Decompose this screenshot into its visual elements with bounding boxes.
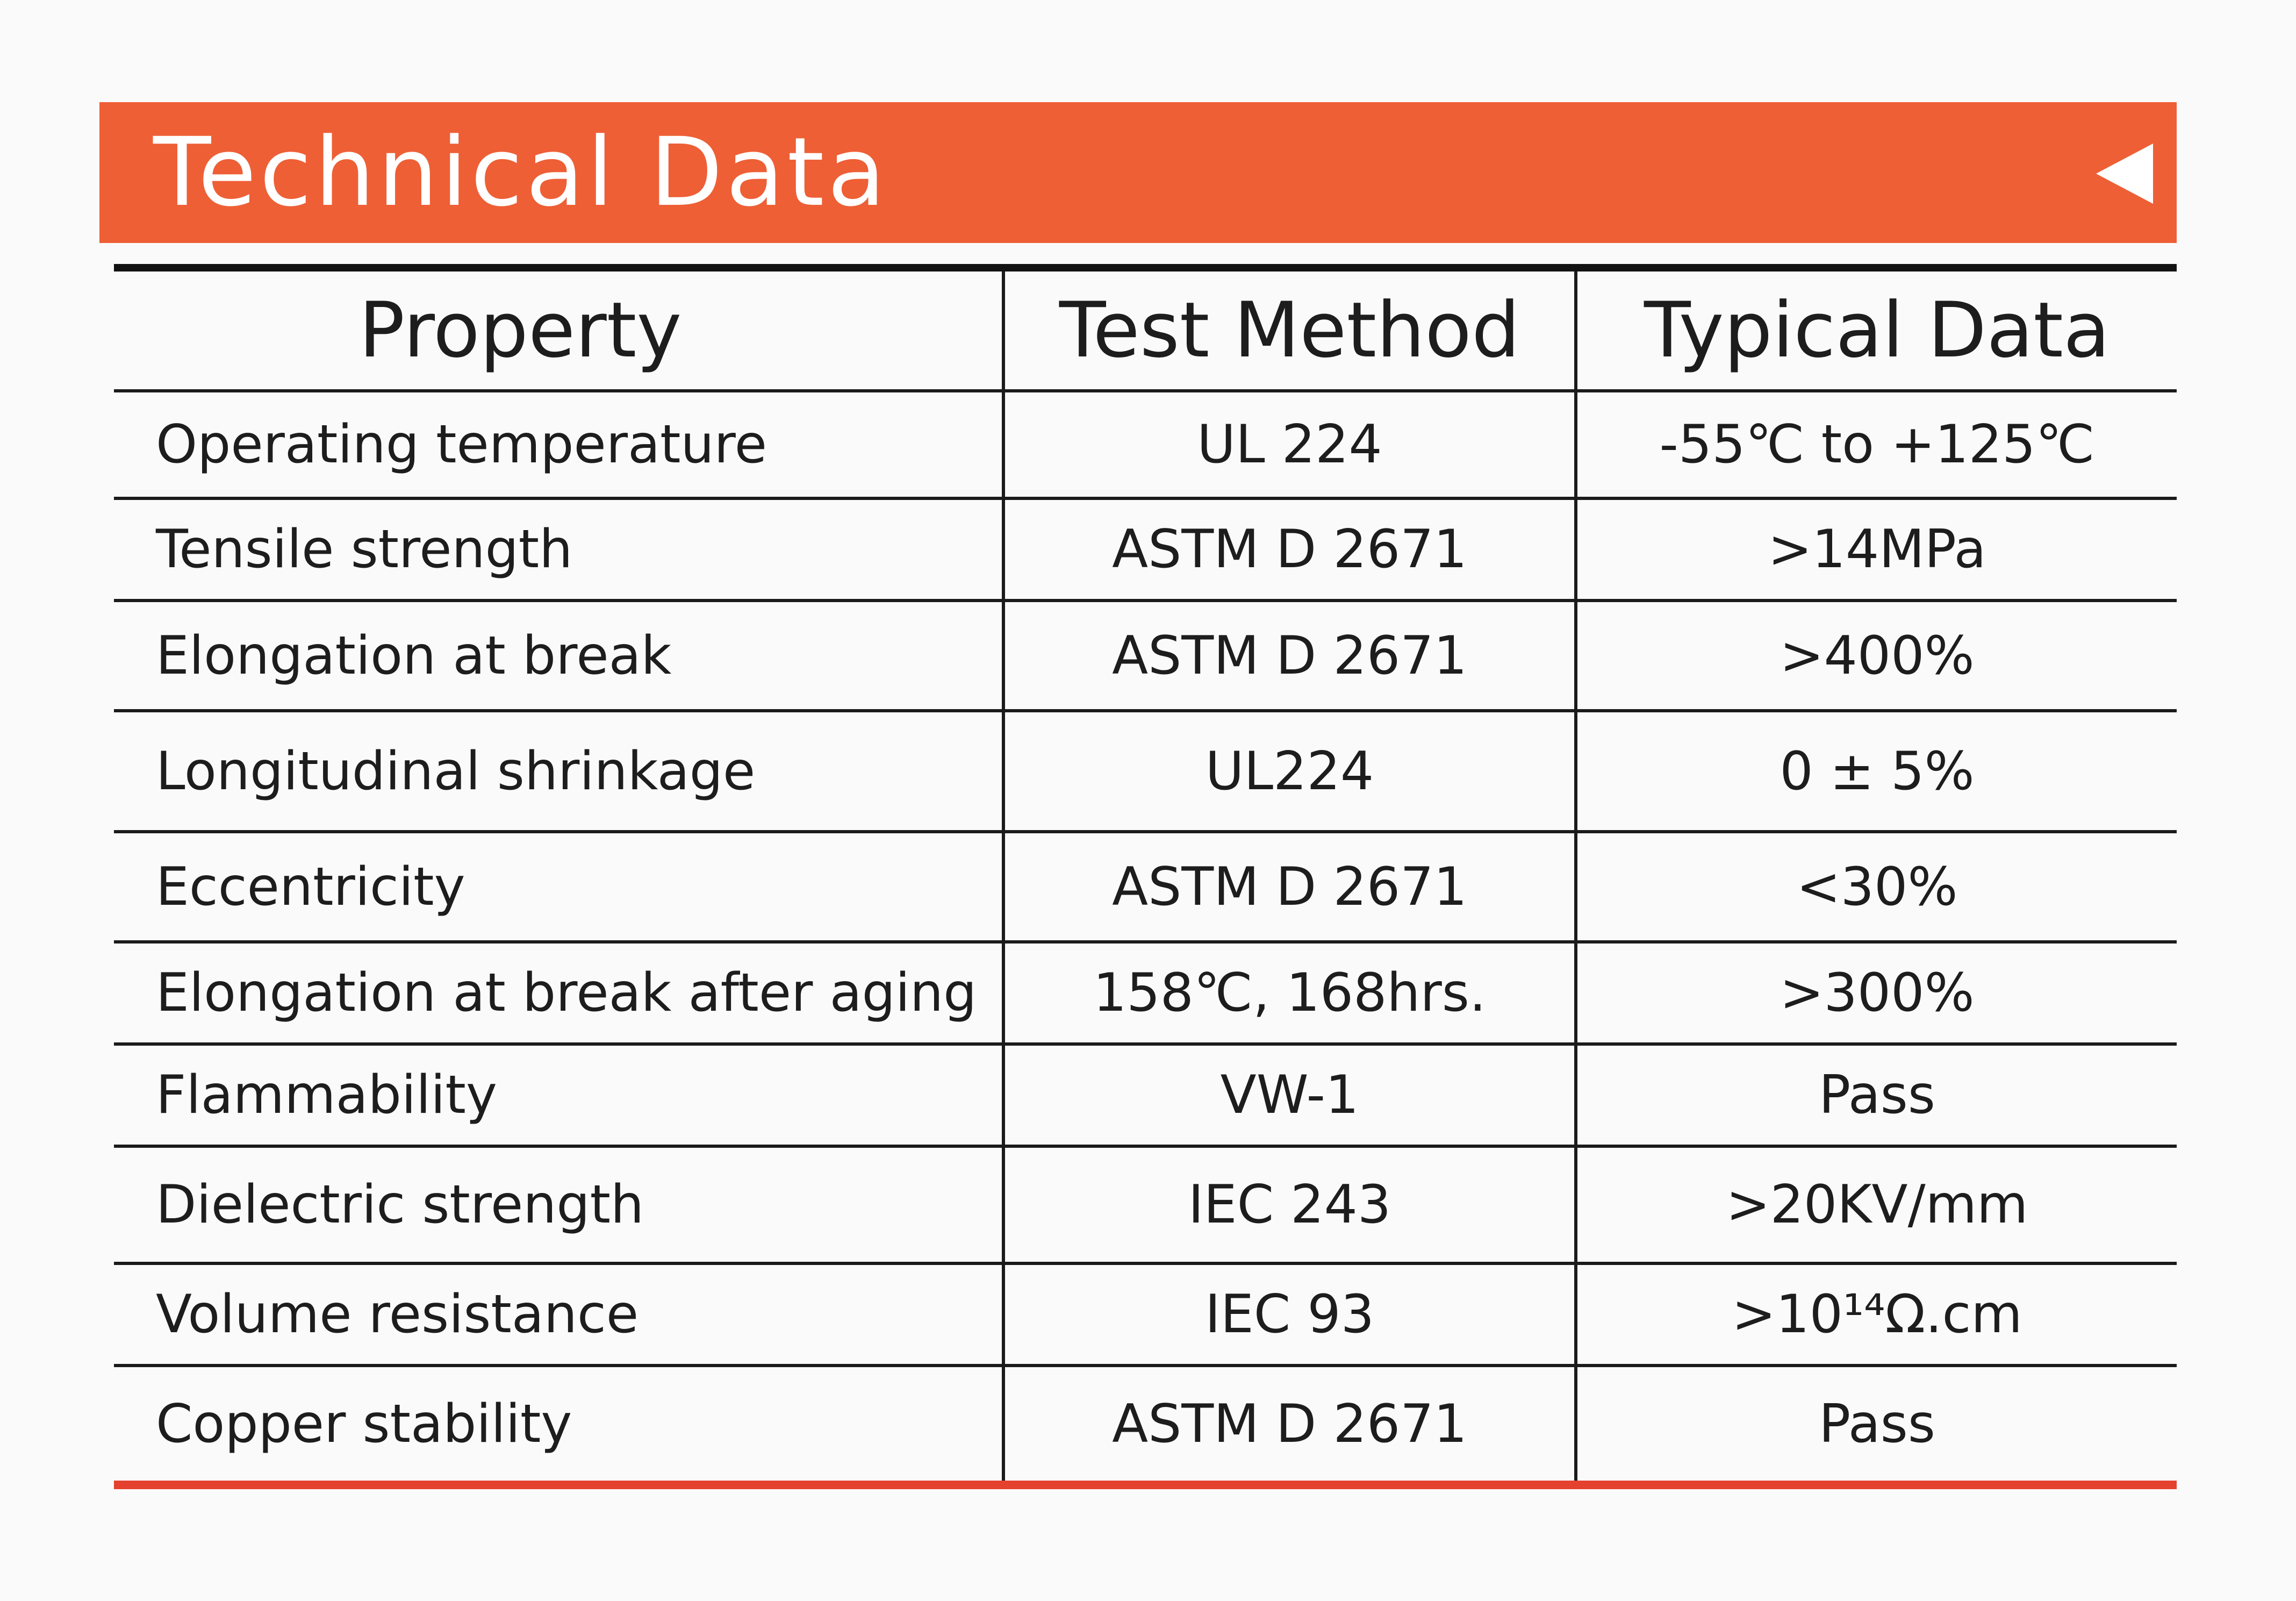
test-method-cell: UL 224 xyxy=(1005,392,1577,497)
table-bottom-rule xyxy=(114,1481,2177,1489)
triangle-left-icon xyxy=(2096,144,2153,204)
table-row xyxy=(114,833,2177,944)
typical-data-cell: 0 ± 5% xyxy=(1780,740,1975,802)
typical-data-cell: Pass xyxy=(1819,1393,1935,1455)
technical-data-table xyxy=(114,264,2177,1489)
table-row xyxy=(114,712,2177,833)
test-method-cell: UL224 xyxy=(1005,712,1577,830)
table-row xyxy=(114,944,2177,1046)
column-header-property: Property xyxy=(114,271,1005,389)
table-row xyxy=(114,602,2177,712)
property-cell: Flammability xyxy=(114,1046,1005,1145)
test-method-cell: ASTM D 2671 xyxy=(1005,833,1577,940)
table-top-rule xyxy=(114,264,2177,271)
test-method-cell: 158℃, 168hrs. xyxy=(1005,944,1577,1042)
column-header-test-method: Test Method xyxy=(1005,271,1577,389)
column-header-typical-data: Typical Data xyxy=(1644,286,2110,375)
property-cell: Dielectric strength xyxy=(114,1148,1005,1262)
table-row xyxy=(114,1148,2177,1265)
property-cell: Copper stability xyxy=(114,1367,1005,1481)
table-row xyxy=(114,1265,2177,1367)
test-method-cell: VW-1 xyxy=(1005,1046,1577,1145)
table-header-row xyxy=(114,271,2177,392)
test-method-cell: ASTM D 2671 xyxy=(1005,500,1577,599)
property-cell: Elongation at break after aging xyxy=(114,944,1005,1042)
typical-data-cell: >300% xyxy=(1780,962,1975,1024)
property-cell: Elongation at break xyxy=(114,602,1005,709)
title-banner xyxy=(99,102,2177,243)
test-method-cell: ASTM D 2671 xyxy=(1005,602,1577,709)
table-row xyxy=(114,392,2177,500)
table-row xyxy=(114,500,2177,602)
table-row xyxy=(114,1046,2177,1148)
test-method-cell: IEC 243 xyxy=(1005,1148,1577,1262)
typical-data-cell: >10¹⁴Ω.cm xyxy=(1732,1284,2022,1345)
property-cell: Eccentricity xyxy=(114,833,1005,940)
property-cell: Longitudinal shrinkage xyxy=(114,712,1005,830)
typical-data-cell: Pass xyxy=(1819,1064,1935,1126)
typical-data-cell: >14MPa xyxy=(1768,519,1986,580)
typical-data-cell: -55℃ to +125℃ xyxy=(1659,414,2095,475)
typical-data-cell: <30% xyxy=(1796,856,1958,918)
test-method-cell: IEC 93 xyxy=(1005,1265,1577,1364)
typical-data-cell: >400% xyxy=(1780,625,1975,687)
property-cell: Tensile strength xyxy=(114,500,1005,599)
typical-data-cell: >20KV/mm xyxy=(1726,1174,2028,1235)
property-cell: Operating temperature xyxy=(114,392,1005,497)
page-title: Technical Data xyxy=(153,117,889,227)
table-row xyxy=(114,1367,2177,1481)
property-cell: Volume resistance xyxy=(114,1265,1005,1364)
test-method-cell: ASTM D 2671 xyxy=(1005,1367,1577,1481)
